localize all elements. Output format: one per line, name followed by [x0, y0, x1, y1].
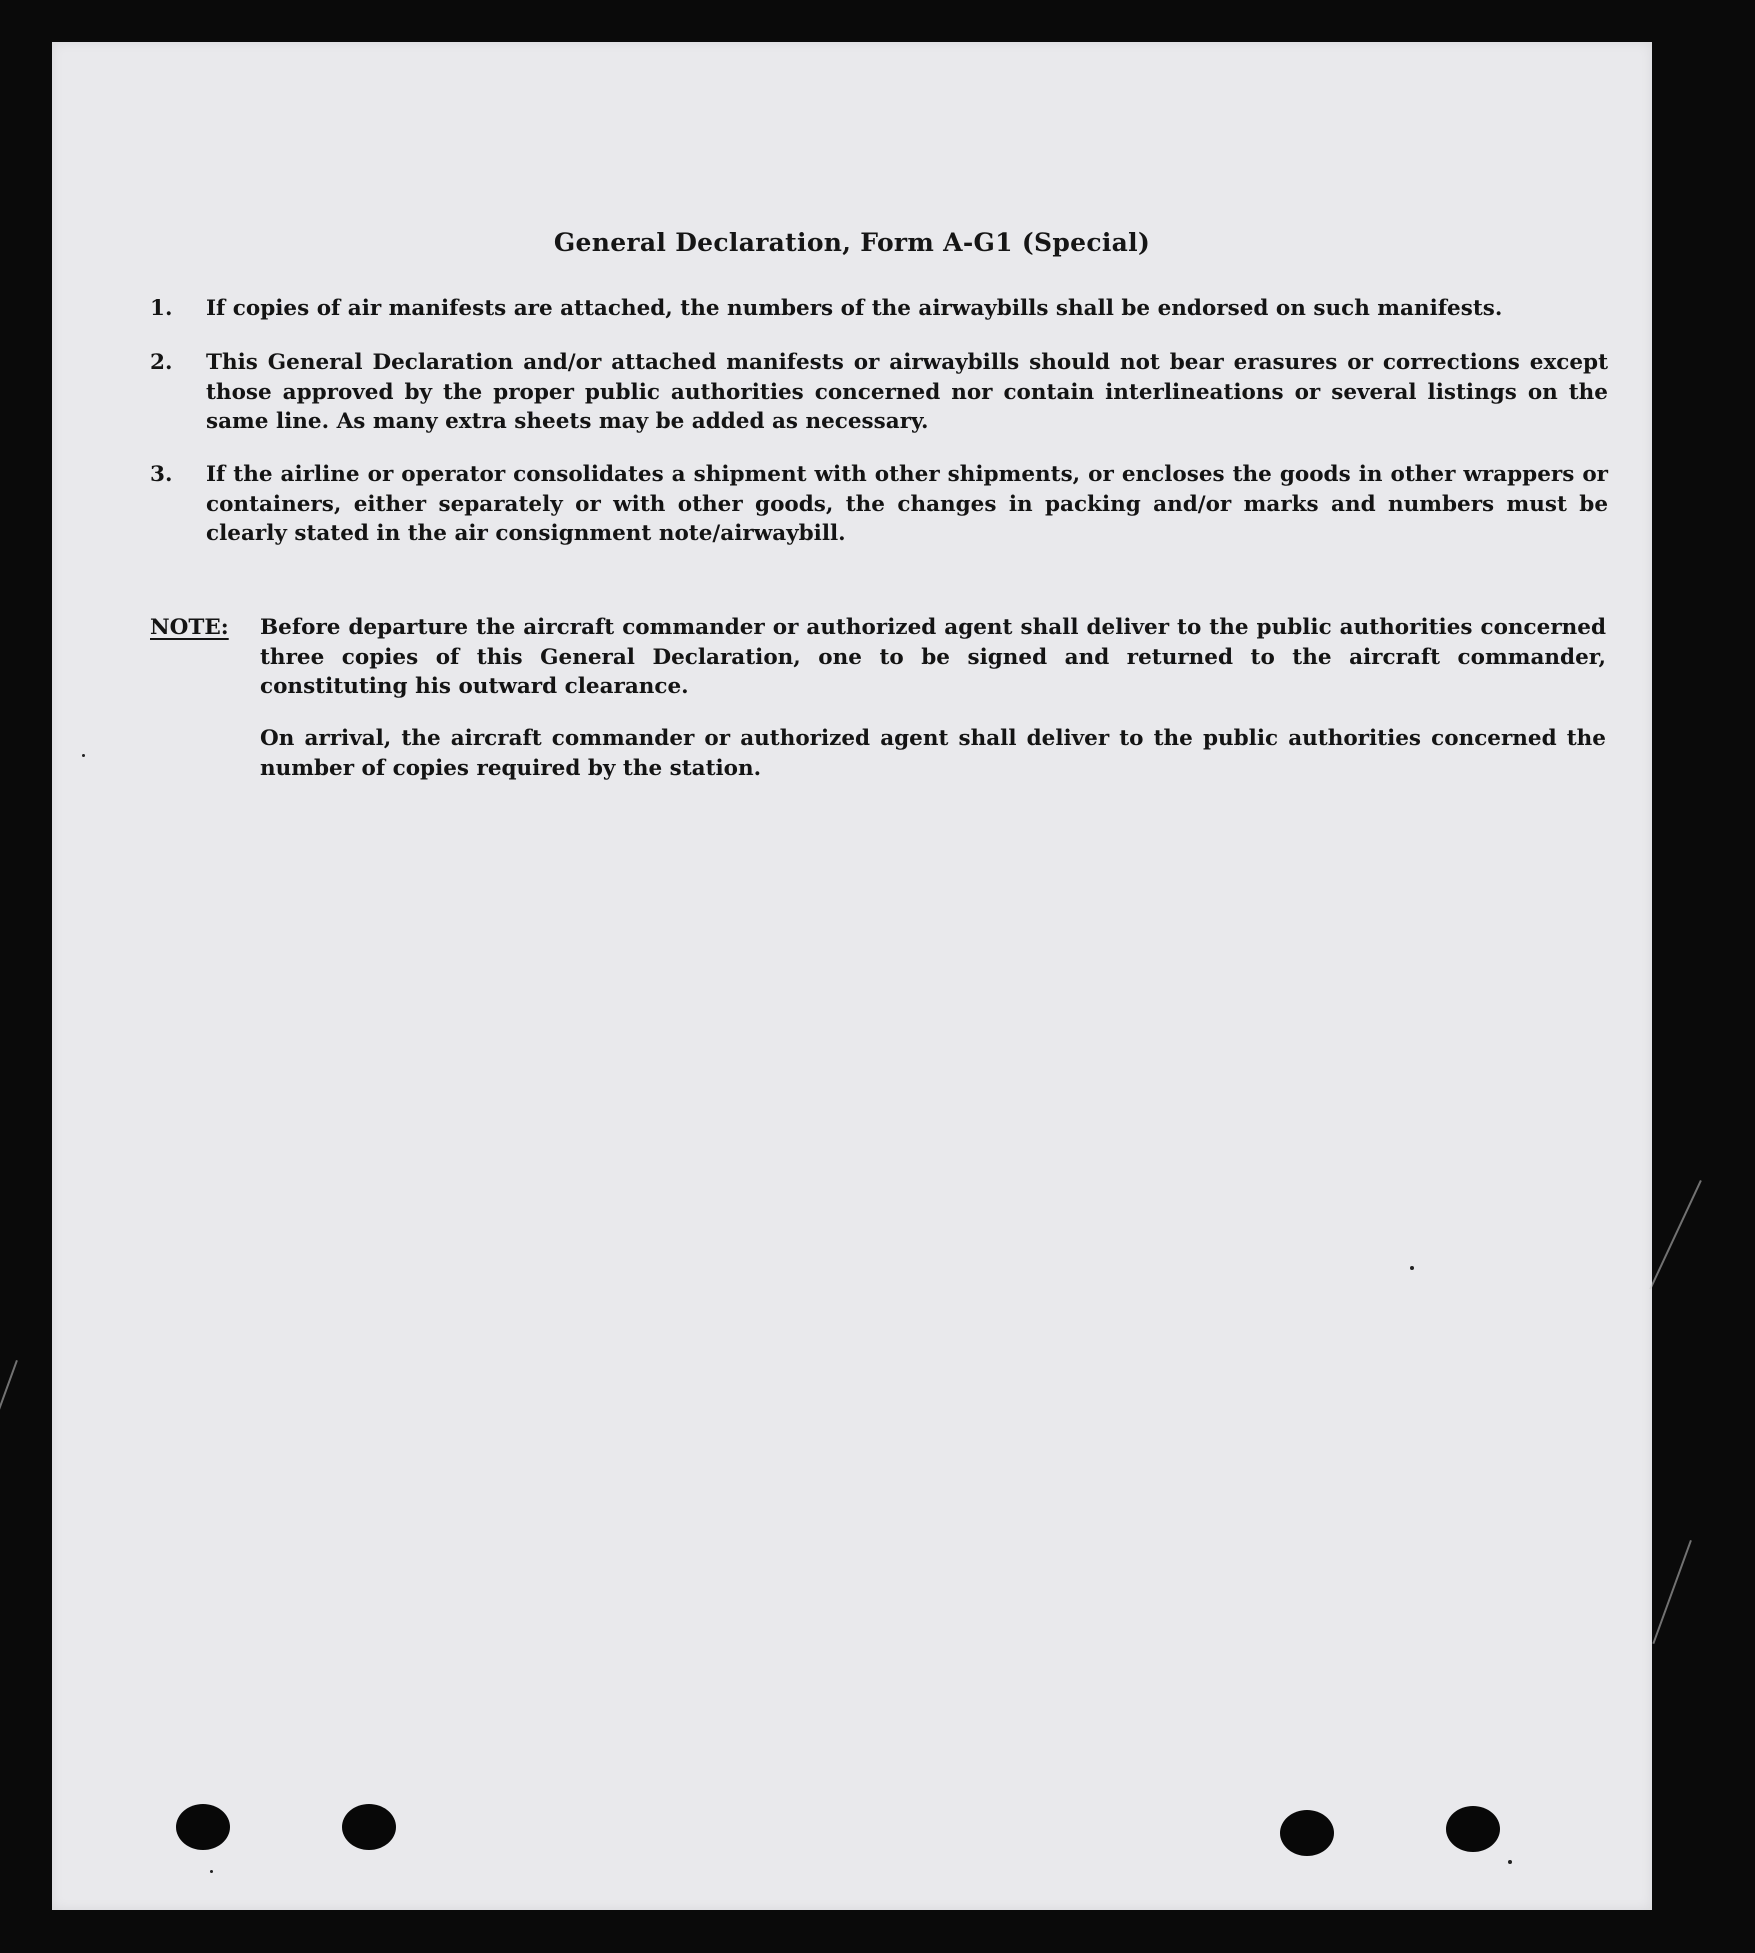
film-scratch — [1652, 1540, 1692, 1644]
list-item-1 — [150, 294, 1608, 324]
speck — [210, 1870, 213, 1873]
punch-hole-right-1 — [1280, 1810, 1334, 1856]
film-scratch — [0, 1360, 18, 1455]
document-title: General Declaration, Form A-G1 (Special) — [553, 228, 1151, 257]
punch-hole-right-2 — [1446, 1806, 1500, 1852]
speck — [1410, 1266, 1414, 1270]
punch-hole-left-2 — [342, 1804, 396, 1850]
film-scratch — [1649, 1180, 1702, 1290]
speck — [1508, 1860, 1512, 1864]
list-item-number: 2. — [150, 350, 173, 375]
note-paragraph-1: Before departure the aircraft commander or authorized agent shall deliver to the public authorities concerned three copies of this General Declaration, one to be signed and returned to the aircraft commander, constituting his outward clearance. — [260, 615, 1606, 699]
list-item-text: This General Declaration and/or attached manifests or airwaybills should not bear erasures or corrections except those approved by the proper public authorities concerned nor contain interlineations or several listings on the same line. As many extra sheets may be added as necessary. — [206, 350, 1608, 434]
list-item-2 — [150, 348, 1608, 437]
list-item-text: If the airline or operator consolidates a shipment with other shipments, or encloses the goods in other wrappers or containers, either separately or with other goods, the changes in packing and/or marks and numbers must be clearly stated in the air consignment note/airwaybill. — [206, 462, 1608, 546]
speck — [82, 754, 85, 757]
punch-hole-left-1 — [176, 1804, 230, 1850]
list-item-number: 1. — [150, 296, 173, 321]
list-item-text: If copies of air manifests are attached, the numbers of the airwaybills shall be endorsed on such manifests. — [206, 296, 1503, 321]
list-item-number: 3. — [150, 462, 173, 487]
list-item-3 — [150, 460, 1608, 549]
note-label: NOTE: — [150, 615, 229, 640]
document-page — [52, 42, 1652, 1910]
note-paragraph-2: On arrival, the aircraft commander or authorized agent shall deliver to the public authorities concerned the number of copies required by the station. — [260, 726, 1606, 781]
